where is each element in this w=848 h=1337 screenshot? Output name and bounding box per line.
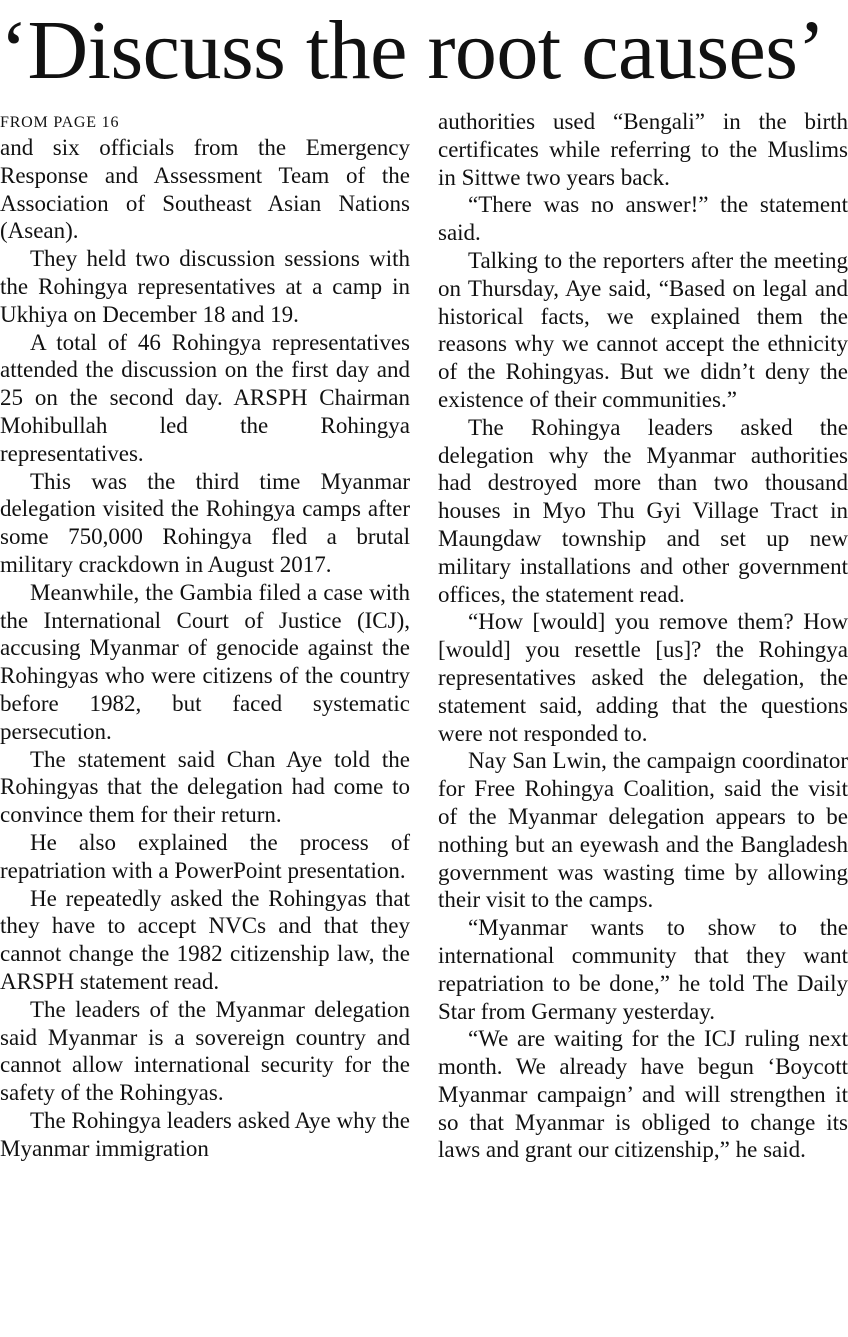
- headline: ‘Discuss the root causes’: [0, 4, 825, 97]
- paragraph: Nay San Lwin, the campaign coordinator for Free Rohingya Coalition, said the visit of the Myanmar delegation appears to be nothing but an eyewash and the Bangladesh government was wasting time by allowing their visit to the camps.: [438, 748, 848, 913]
- paragraph: The Rohingya leaders asked the delegation why the Myanmar authorities had destroyed more than two thousand houses in Myo Thu Gyi Village Tract in Maungdaw township and set up new military installations and other government offices, the statement read.: [438, 414, 848, 607]
- paragraph: Meanwhile, the Gambia filed a case with the International Court of Justice (ICJ), accusing Myanmar of genocide against the Rohingyas who were citizens of the country before 1982, but faced systematic persecution.: [0, 579, 410, 744]
- paragraph: Talking to the reporters after the meeting on Thursday, Aye said, “Based on legal and historical facts, we explained them the reasons why we cannot accept the ethnicity of the Rohingyas. But we didn’t deny the existence of their communities.”: [438, 247, 848, 412]
- paragraph: The Rohingya leaders asked Aye why the Myanmar immigration: [0, 1107, 410, 1161]
- paragraph: A total of 46 Rohingya representatives attended the discussion on the first day and 25 on the second day. ARSPH Chairman Mohibullah led the Rohingya representatives.: [0, 329, 410, 466]
- paragraph: They held two discussion sessions with the Rohingya representatives at a camp in Ukhiya on December 18 and 19.: [0, 246, 410, 327]
- paragraph: and six officials from the Emergency Response and Assessment Team of the Association of Southeast Asian Nations (Asean).: [0, 135, 410, 244]
- paragraph: He also explained the process of repatriation with a PowerPoint presentation.: [0, 829, 410, 883]
- jump-line: FROM PAGE 16: [0, 114, 120, 131]
- paragraph: He repeatedly asked the Rohingyas that they have to accept NVCs and that they cannot change the 1982 citizenship law, the ARSPH statement read.: [0, 885, 410, 994]
- paragraph: authorities used “Bengali” in the birth certificates while referring to the Muslims in Sittwe two years back.: [438, 109, 848, 190]
- paragraph: “How [would] you remove them? How [would] you resettle [us]? the Rohingya representatives asked the delegation, the statement said, adding that the questions were not responded to.: [438, 609, 848, 746]
- paragraph: “There was no answer!” the statement said.: [438, 192, 848, 246]
- paragraph: The statement said Chan Aye told the Rohingyas that the delegation had come to convince them for their return.: [0, 746, 410, 828]
- left-column: [0, 112, 410, 1162]
- paragraph: The leaders of the Myanmar delegation said Myanmar is a sovereign country and cannot allow international security for the safety of the Rohingyas.: [0, 996, 410, 1106]
- paragraph: “We are waiting for the ICJ ruling next month. We already have begun ‘Boycott Myanmar campaign’ and will strengthen it so that Myanmar is obliged to change its laws and grant our citizenship,” he said.: [438, 1026, 848, 1163]
- paragraph: This was the third time Myanmar delegation visited the Rohingya camps after some 750,000 Rohingya fled a brutal military crackdown in August 2017.: [0, 468, 410, 577]
- paragraph: “Myanmar wants to show to the international community that they want repatriation to be done,” he told The Daily Star from Germany yesterday.: [438, 915, 848, 1024]
- right-column: [438, 108, 848, 1164]
